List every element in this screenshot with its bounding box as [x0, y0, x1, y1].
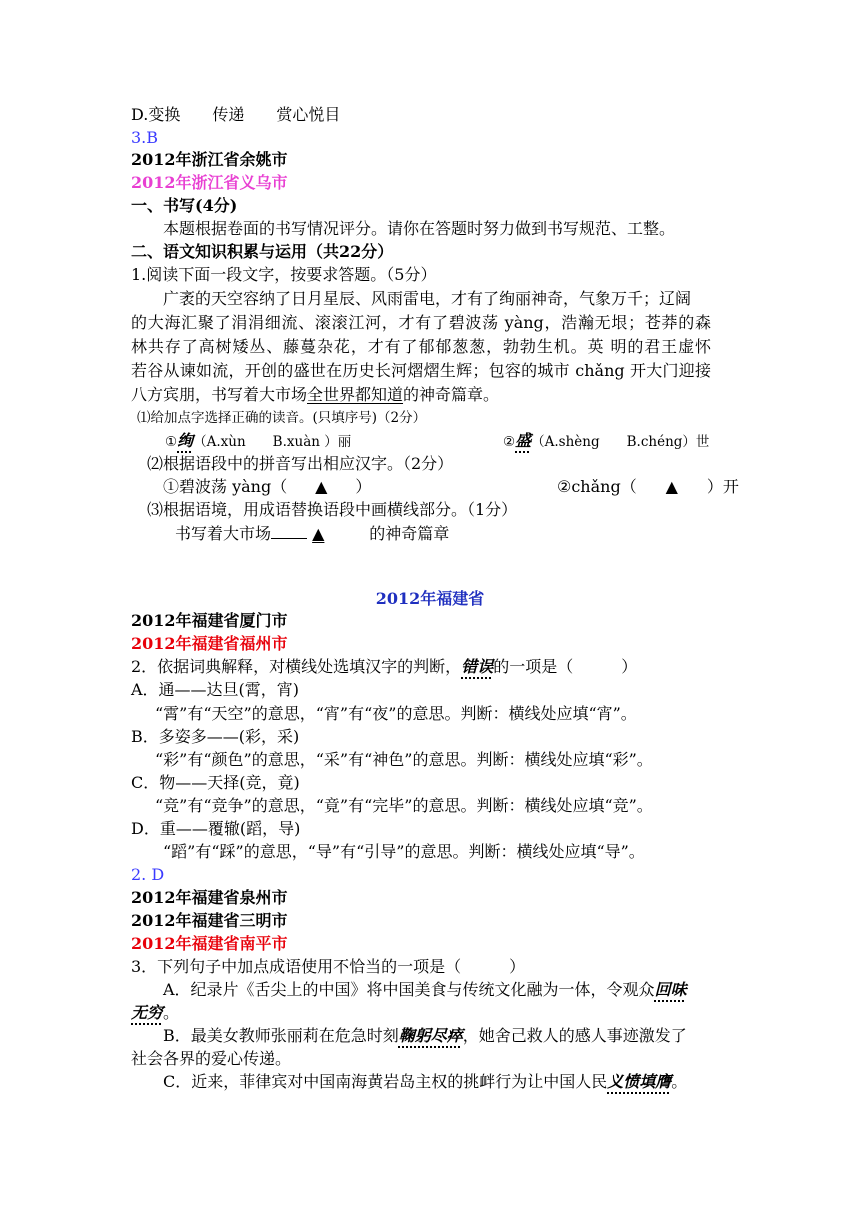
- passage-line-5-end: 的神奇篇章。: [403, 385, 500, 404]
- q2-option-c: C．物——天择(竞，竟): [131, 773, 300, 792]
- sub1-b-num: ②: [503, 434, 516, 450]
- sub1-b-dotted-char: 盛: [515, 431, 532, 450]
- q3-a-text: A．纪录片《舌尖上的中国》将中国美食与传统文化融为一体，令观众: [163, 980, 655, 999]
- sub2-item-b: [557, 476, 739, 498]
- sub2-a-suffix: ）: [355, 477, 372, 496]
- part1-text: 本题根据卷面的书写情况评分。请你在答题时努力做到书写规范、工整。: [163, 219, 676, 238]
- sub1-b-options: （A.shèng B.chéng）世: [531, 434, 710, 450]
- sub2-b-prefix: ②chǎng（: [557, 477, 637, 496]
- q2-option-d: D．重——覆辙(蹈，导): [131, 819, 301, 838]
- triangle-mark: ▲: [315, 477, 328, 496]
- heading-yuyao: 2012年浙江省余姚市: [131, 150, 288, 169]
- q2-explain-c: “竞”有“竞争”的意思，“竟”有“完毕”的意思。判断：横线处应填“竞”。: [155, 796, 653, 815]
- sub1-a-dotted-char: 绚: [177, 431, 194, 450]
- sub1-a-num: ①: [165, 434, 178, 450]
- q3-option-b-cont: 社会各界的爱心传递。: [131, 1049, 292, 1068]
- q2-option-b: B．多姿多——(彩，采): [131, 727, 300, 746]
- sub2-a-prefix: ①碧波荡 yàng（: [163, 477, 288, 496]
- sub3-suffix: 的神奇篇章: [369, 524, 450, 543]
- passage-line-3: 林共存了高树矮丛、藤蔓杂花，才有了郁郁葱葱，勃勃生机。英 明的君王虚怀: [131, 337, 711, 356]
- question-3: 3．下列句子中加点成语使用不恰当的一项是（ ）: [131, 957, 526, 976]
- sub2-b-suffix: ）开: [706, 477, 739, 496]
- q2-suffix: 的一项是（ ）: [493, 657, 638, 676]
- heading-quanzhou: 2012年福建省泉州市: [131, 888, 288, 907]
- underlined-phrase: 全世界都知道: [307, 385, 404, 404]
- answer-2: 2. D: [131, 865, 165, 884]
- passage-line-1: 广袤的天空容纳了日月星辰、风雨雷电，才有了绚丽神奇，气象万千；辽阔: [163, 289, 692, 308]
- sub1-a-options: （A.xùn B.xuàn ）丽: [193, 434, 352, 450]
- q3-option-a-cont: [131, 1002, 179, 1024]
- passage-line-4: 若谷从谏如流，开创的盛世在历史长河熠熠生辉；包容的城市 chǎng 开大门迎接: [131, 361, 711, 380]
- q3-c-dotted-idiom: 义愤填膺: [607, 1072, 672, 1091]
- sub-question-1: ⑴给加点字选择正确的读音。(只填序号)（2分）: [137, 410, 427, 426]
- sub1-item-a: [165, 430, 351, 453]
- q2-prefix: 2．依据词典解释，对横线处选填汉字的判断，: [131, 657, 462, 676]
- sub3-answer-line: [175, 522, 449, 545]
- heading-yiwu: 2012年浙江省义乌市: [131, 173, 288, 192]
- sub-question-3: ⑶根据语境，用成语替换语段中画横线部分。（1分）: [147, 500, 518, 519]
- triangle-mark: ▲: [312, 524, 325, 543]
- option-d-line: D.变换 传递 赏心悦目: [131, 105, 341, 124]
- q3-a-dotted-idiom-part2: 无穷: [131, 1003, 164, 1022]
- answer-blank[interactable]: [271, 522, 307, 539]
- part2-title: 二、语文知识积累与运用（共22分）: [131, 242, 394, 261]
- q3-b-text: B．最美女教师张丽莉在危急时刻: [163, 1026, 399, 1045]
- passage-line-2: 的大海汇聚了涓涓细流、滚滚江河，才有了碧波荡 yàng，浩瀚无垠；苍莽的森: [131, 313, 711, 332]
- q3-option-b: [163, 1025, 687, 1047]
- question-1: 1.阅读下面一段文字，按要求答题。（5分）: [131, 265, 437, 284]
- sub1-item-b: [503, 430, 709, 453]
- q2-explain-b: “彩”有“颜色”的意思，“采”有“神色”的意思。判断：横线处应填“彩”。: [155, 750, 653, 769]
- heading-nanping: 2012年福建省南平市: [131, 934, 288, 953]
- q2-dotted-word: 错误: [461, 657, 494, 676]
- q3-c-text: C．近来，菲律宾对中国南海黄岩岛主权的挑衅行为让中国人民: [163, 1072, 608, 1091]
- q3-option-a: [163, 979, 687, 1001]
- heading-sanming: 2012年福建省三明市: [131, 911, 288, 930]
- q2-explain-d: “蹈”有“踩”的意思，“导”有“引导”的意思。判断：横线处应填“导”。: [163, 842, 645, 861]
- q3-a-dotted-idiom-part1: 回味: [654, 980, 687, 999]
- section-heading-fujian: 2012年福建省: [375, 589, 485, 608]
- part1-title: 一、书写(4分): [131, 196, 238, 215]
- sub3-prefix: 书写着大市场: [175, 524, 272, 543]
- q3-b-text-cont: ，她舍己救人的感人事迹激发了: [462, 1026, 687, 1045]
- question-2: [131, 656, 637, 678]
- q2-option-a: A．通——达旦(霄，宵): [131, 680, 300, 699]
- heading-fuzhou: 2012年福建省福州市: [131, 634, 288, 653]
- q3-a-end: 。: [163, 1003, 180, 1022]
- q3-b-dotted-idiom: 鞠躬尽瘁: [398, 1026, 463, 1045]
- answer-3: 3.B: [131, 128, 159, 147]
- sub2-item-a: [163, 476, 371, 498]
- q3-c-end: 。: [671, 1072, 688, 1091]
- triangle-mark: ▲: [665, 477, 678, 496]
- sub-question-2: ⑵根据语段中的拼音写出相应汉字。（2分）: [147, 454, 454, 473]
- passage-line-5: [131, 384, 499, 406]
- heading-xiamen: 2012年福建省厦门市: [131, 611, 288, 630]
- q3-option-c: [163, 1071, 687, 1093]
- passage-line-5-start: 八方宾朋，书写着大市场: [131, 385, 308, 404]
- q2-explain-a: “霄”有“天空”的意思，“宵”有“夜”的意思。判断：横线处应填“宵”。: [155, 704, 637, 723]
